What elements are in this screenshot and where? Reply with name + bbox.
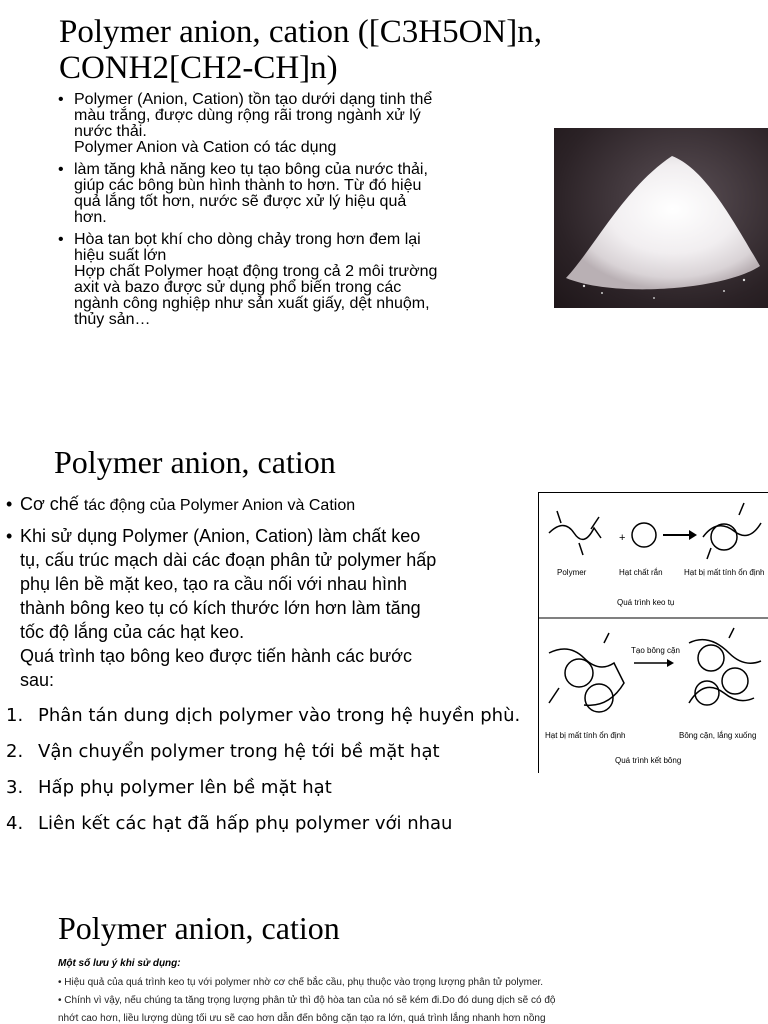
text-line: tụ, cấu trúc mạch dài các đoạn phân tử polymer hấp [20, 550, 437, 570]
usage-note-line: • Hiệu quả của quá trình keo tụ với polymer nhờ cơ chế bắc cầu, phụ thuộc vào trọng lượng phân tử polymer. [58, 977, 544, 988]
slide-1-title: Polymer anion, cation ([C3H5ON]n, CONH2[CH2-CH]n) [59, 14, 542, 86]
settling-floc-shape [689, 628, 761, 705]
polymer-chain-shape [549, 511, 601, 555]
text-line: màu trắng, được dùng rộng rãi trong ngành xử lý [74, 107, 421, 124]
text-line: Khi sử dụng Polymer (Anion, Cation) làm chất keo [20, 526, 421, 546]
usage-note-line: • Chính vì vậy, nếu chúng ta tăng trọng lượng phân tử thì độ hòa tan của nó sẽ kém đi.Do đó dung dịch sẽ có độ [58, 995, 556, 1006]
label-destabilized-particle-2: Hạt bị mất tính ổn định [545, 731, 626, 740]
bullet-mark: • [58, 91, 64, 108]
arrow-shape [663, 530, 697, 540]
text-line: hiệu suất lớn [74, 247, 167, 264]
solid-particle-shape [632, 523, 656, 547]
destabilized-particle-shape [703, 503, 761, 559]
bullet-mark: • [6, 526, 13, 546]
step-number: 4. [6, 813, 24, 834]
step-text: Liên kết các hạt đã hấp phụ polymer với nhau [38, 813, 453, 834]
step-number: 2. [6, 741, 24, 762]
slide-3 [0, 880, 768, 1024]
text-line: thủy sản… [74, 311, 151, 328]
destabilized-particles-cluster [549, 633, 624, 712]
slide-2-body [6, 492, 538, 692]
step-number: 3. [6, 777, 24, 798]
text-line: phụ lên bề mặt keo, tạo ra cầu nối với nhau hình [20, 574, 408, 594]
step-item [6, 774, 540, 802]
text-line: nước thải. [74, 123, 147, 140]
label-destabilized-particle: Hạt bị mất tính ổn định [684, 568, 765, 577]
slide-1-bullet-3 [58, 232, 548, 328]
slide-2-title: Polymer anion, cation [54, 444, 336, 480]
text-line: axit và bazo được sử dụng phổ biến trong các [74, 279, 402, 296]
label-solid-particle: Hạt chất rắn [619, 568, 663, 577]
flocculation-diagram [538, 492, 768, 773]
mechanism-text: tác động của Polymer Anion và Cation [83, 497, 356, 514]
step-item [6, 738, 540, 766]
step-number: 1. [6, 705, 24, 726]
text-line: Hòa tan bọt khí cho dòng chảy trong hơn đem lại [74, 231, 421, 248]
step-text: Phân tán dung dịch polymer vào trong hệ huyền phù. [38, 705, 521, 726]
step-item [6, 702, 540, 730]
text-line: Polymer Anion và Cation có tác dụng [74, 139, 337, 156]
step-text: Vận chuyển polymer trong hệ tới bề mặt hạt [38, 741, 440, 762]
mechanism-label: Cơ chế [20, 494, 79, 514]
text-line: Hợp chất Polymer hoạt động trong cả 2 môi trường [74, 263, 438, 280]
plus-sign: + [619, 532, 626, 544]
slide-1-bullet-2 [58, 162, 548, 226]
slide-1 [0, 0, 768, 380]
slide-3-title: Polymer anion, cation [58, 910, 340, 946]
step-item [6, 810, 540, 838]
slide-2-bullet-2 [6, 524, 538, 692]
slide-1-body [58, 92, 548, 334]
text-line: Quá trình tạo bông keo được tiến hành các bước [20, 646, 412, 666]
text-line: sau: [20, 670, 55, 690]
bullet-mark: • [6, 494, 13, 514]
text-line: ngành công nghiệp như sản xuất giấy, dệt nhuộm, [74, 295, 430, 312]
powder-pile-image [554, 128, 768, 308]
label-floc-formation: Tạo bông cặn [631, 646, 680, 655]
bullet-mark: • [58, 161, 64, 178]
text-line: thành bông keo tụ có kích thước lớn hơn làm tăng [20, 598, 421, 618]
caption-flocculation: Quá trình kết bông [615, 756, 682, 765]
text-line: quả lắng tốt hơn, nước sẽ được xử lý hiệu quả [74, 193, 407, 210]
caption-coagulation: Quá trình keo tụ [617, 598, 675, 607]
text-line: hơn. [74, 209, 107, 226]
text-line: tốc độ lắng của các hạt keo. [20, 622, 245, 642]
slide-2-bullet-1 [6, 492, 538, 518]
usage-note-line: nhớt cao hơn, liều lượng dùng tối ưu sẽ cao hơn dẫn đến bông cặn tạo ra lớn, quá trình lắng nhanh hơn nồng [58, 1013, 546, 1024]
label-settling-floc: Bông cặn, lắng xuống [679, 731, 757, 740]
bullet-mark: • [58, 231, 64, 248]
usage-notes-heading: Một số lưu ý khi sử dụng: [58, 958, 181, 969]
label-polymer: Polymer [557, 568, 587, 577]
slide-1-bullet-1 [58, 92, 548, 156]
step-text: Hấp phụ polymer lên bề mặt hạt [38, 777, 332, 798]
slide-2 [0, 380, 768, 880]
polymer-powder-photo [554, 128, 768, 308]
flocculation-diagram-svg [539, 493, 768, 773]
text-line: Polymer (Anion, Cation) tồn tạo dưới dạng tinh thể [74, 91, 433, 108]
arrow-shape-2 [634, 659, 674, 667]
text-line: làm tăng khả năng keo tụ tạo bông của nước thải, [74, 161, 428, 178]
text-line: giúp các bông bùn hình thành to hơn. Từ đó hiệu [74, 177, 422, 194]
process-steps-list [6, 702, 540, 846]
